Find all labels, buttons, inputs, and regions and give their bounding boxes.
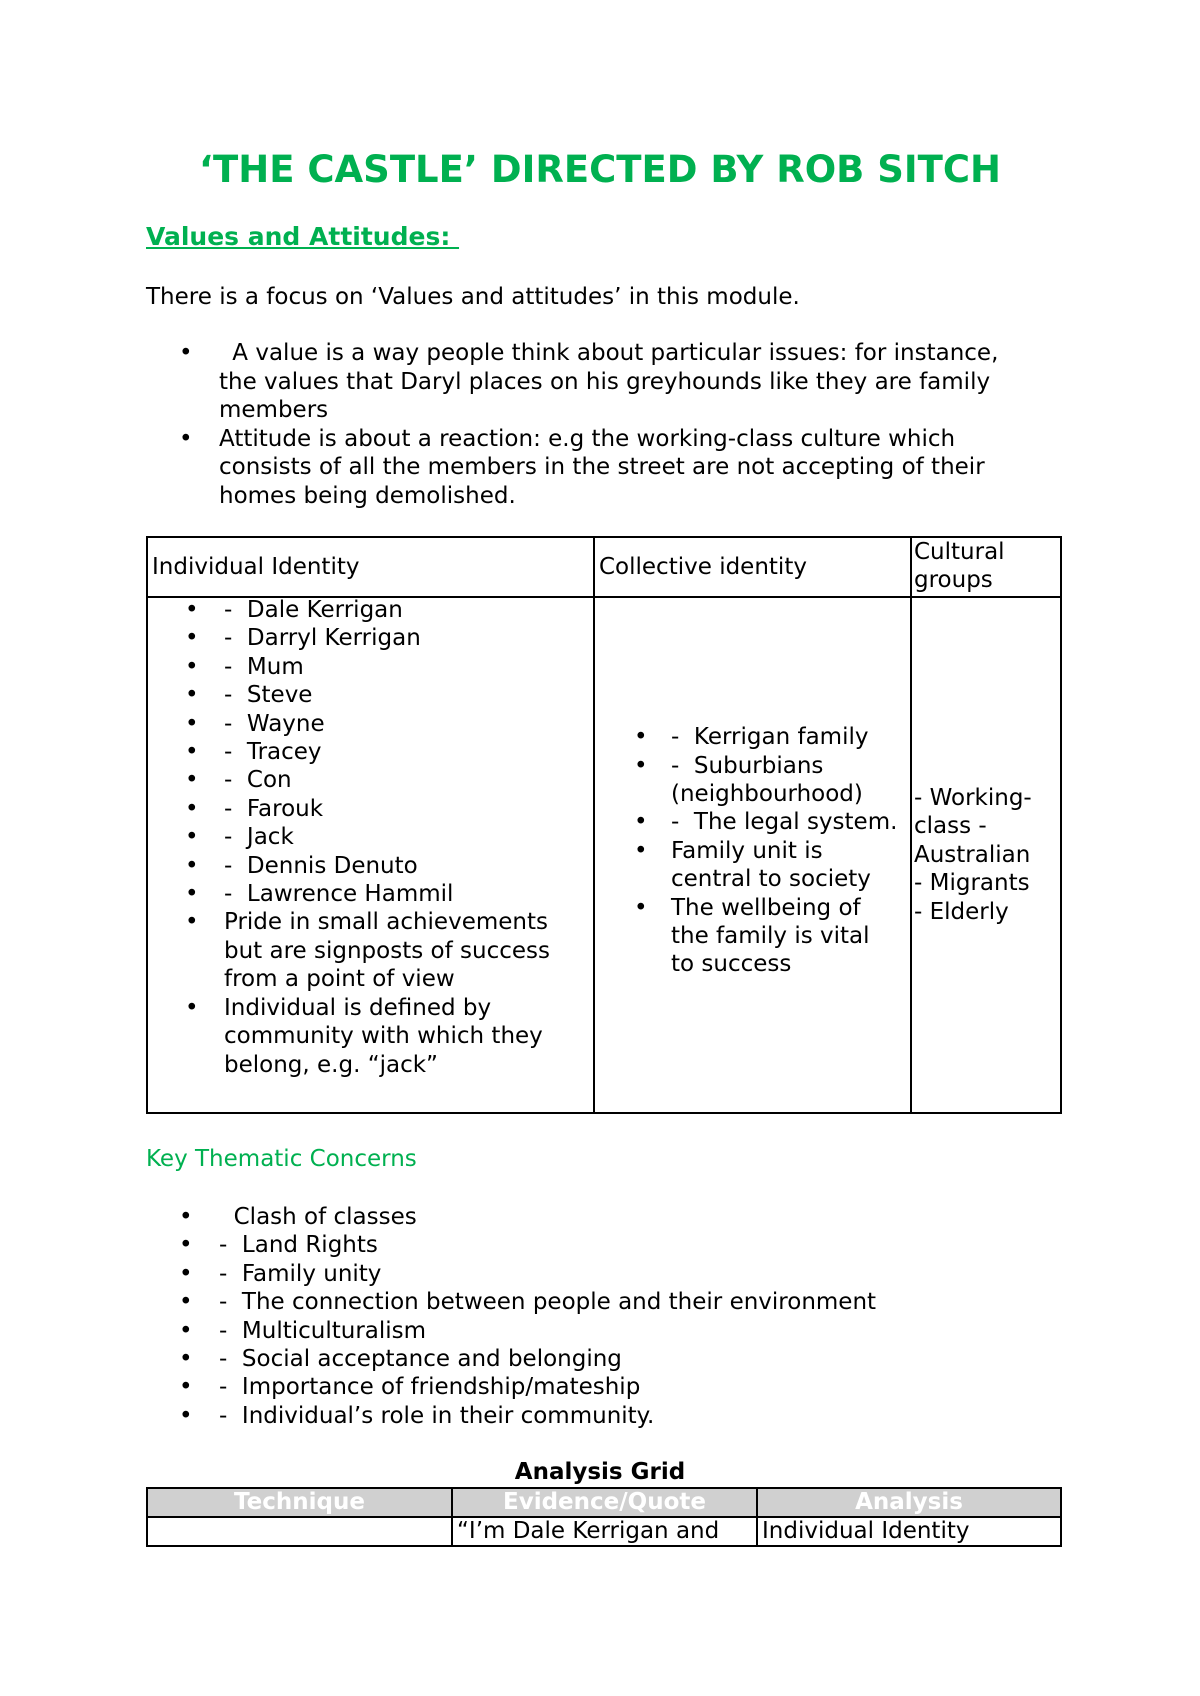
- list-item-text: - Individual’s role in their community.: [219, 1402, 655, 1429]
- header-cultural-groups: [911, 537, 1061, 597]
- bullet-icon: •: [179, 340, 193, 366]
- identity-table: [146, 536, 1062, 1114]
- list-item: [185, 908, 593, 993]
- list-item-text: - Multiculturalism: [219, 1317, 427, 1344]
- list-item-text: - Wayne: [224, 710, 325, 737]
- individual-identity-cell: [147, 597, 594, 1113]
- bullet-line: the values that Daryl places on his greyhounds like they are family: [219, 368, 991, 395]
- bullet-line: members: [219, 397, 329, 423]
- header-line: Cultural: [914, 539, 1005, 565]
- list-item-text: - Con: [224, 767, 292, 794]
- bullet-icon: •: [185, 881, 199, 908]
- bullet-icon: •: [179, 1204, 193, 1230]
- list-item-text: Clash of classes: [219, 1204, 417, 1230]
- header-individual-identity: Individual Identity: [147, 537, 594, 597]
- bullet-icon: •: [185, 739, 199, 766]
- bullet-icon: •: [185, 909, 199, 936]
- table-header-row: [147, 537, 1061, 597]
- header-technique: Technique: [147, 1488, 452, 1517]
- list-item-text: - The connection between people and their environment: [219, 1289, 877, 1316]
- thematic-heading: Key Thematic Concerns: [146, 1146, 417, 1172]
- list-item-text: - Lawrence Hammil: [224, 881, 454, 908]
- bullet-icon: •: [185, 682, 199, 709]
- cultural-line: Australian: [914, 841, 1031, 868]
- bullet-icon: •: [185, 994, 199, 1021]
- list-item: [185, 823, 593, 851]
- list-item: [634, 752, 910, 809]
- list-item-text: central to society: [671, 866, 871, 893]
- list-item-text: from a point of view: [224, 966, 455, 993]
- list-item-text: - Family unity: [219, 1260, 382, 1287]
- list-item-text: - Darryl Kerrigan: [224, 625, 421, 652]
- thematic-list: [179, 1203, 1019, 1430]
- bullet-icon: •: [179, 1402, 193, 1429]
- list-item: [185, 681, 593, 709]
- list-item: [185, 624, 593, 652]
- bullet-icon: •: [185, 852, 199, 879]
- list-item: [185, 738, 593, 766]
- list-item-text: Individual is defined by: [224, 994, 492, 1021]
- bullet-icon: •: [185, 710, 199, 737]
- list-item-text: (neighbourhood): [671, 780, 863, 807]
- bullet-icon: •: [179, 1374, 193, 1401]
- list-item: [185, 596, 593, 624]
- values-intro: There is a focus on ‘Values and attitudes’ in this module.: [146, 284, 800, 310]
- list-item: [185, 710, 593, 738]
- list-item-text: - Steve: [224, 682, 313, 709]
- bullet-icon: •: [179, 425, 193, 452]
- cultural-line: class -: [914, 813, 987, 840]
- collective-identity-cell: [594, 597, 911, 1113]
- table-cell-evidence: “I’m Dale Kerrigan and: [452, 1517, 757, 1546]
- list-item: [179, 1288, 1019, 1316]
- list-item-text: - Farouk: [224, 795, 324, 822]
- bullet-line: homes being demolished.: [219, 482, 516, 509]
- cultural-groups-cell: [911, 597, 1061, 1113]
- list-item: [634, 723, 910, 751]
- bullet-icon: •: [185, 767, 199, 794]
- bullet-icon: •: [634, 837, 648, 864]
- list-item: [185, 880, 593, 908]
- cultural-line: - Working-: [914, 784, 1032, 811]
- list-item-text: - Social acceptance and belonging: [219, 1346, 622, 1373]
- header-evidence-quote: Evidence/Quote: [452, 1488, 757, 1517]
- cultural-line: - Migrants: [914, 870, 1030, 897]
- list-item: [179, 339, 1069, 425]
- list-item: [185, 852, 593, 880]
- bullet-icon: •: [185, 824, 199, 851]
- list-item-text: - Suburbians: [671, 752, 824, 779]
- bullet-icon: •: [185, 653, 199, 680]
- bullet-line: Attitude is about a reaction: e.g the working-class culture which: [219, 425, 956, 452]
- list-item-text: - Importance of friendship/mateship: [219, 1374, 641, 1401]
- list-item-text: - Jack: [224, 824, 294, 851]
- bullet-line: consists of all the members in the street are not accepting of their: [219, 454, 985, 480]
- list-item: [179, 1402, 1019, 1430]
- list-item-text: - Land Rights: [219, 1232, 378, 1259]
- list-item-text: Family unit is: [671, 837, 823, 864]
- table-body-row: [147, 597, 1061, 1113]
- list-item: [179, 1345, 1019, 1373]
- table-row: [147, 1517, 1061, 1546]
- analysis-grid-title: Analysis Grid: [514, 1459, 686, 1485]
- bullet-icon: •: [634, 894, 648, 921]
- individual-list: [185, 596, 593, 1079]
- list-item: [185, 653, 593, 681]
- list-item-text: - Mum: [224, 653, 304, 680]
- header-collective-identity: Collective identity: [594, 537, 911, 597]
- values-heading: Values and Attitudes:: [146, 222, 460, 251]
- list-item-text: but are signposts of success: [224, 937, 550, 964]
- list-item: [185, 994, 593, 1079]
- list-item-text: - The legal system.: [671, 809, 898, 836]
- list-item: [179, 1231, 1019, 1259]
- document-title: ‘THE CASTLE’ DIRECTED BY ROB SITCH: [198, 148, 1002, 191]
- cultural-line: - Elderly: [914, 898, 1009, 925]
- table-header-row: [147, 1488, 1061, 1517]
- list-item: [179, 425, 1069, 511]
- list-item: [185, 766, 593, 794]
- analysis-grid-table: [146, 1487, 1062, 1547]
- list-item-text: - Dennis Denuto: [224, 852, 418, 879]
- list-item-text: - Kerrigan family: [671, 724, 869, 751]
- header-line: groups: [914, 567, 993, 593]
- bullet-icon: •: [179, 1260, 193, 1287]
- bullet-icon: •: [185, 625, 199, 652]
- bullet-line: A value is a way people think about particular issues: for instance,: [225, 340, 999, 366]
- collective-list: [634, 723, 910, 979]
- bullet-icon: •: [634, 752, 648, 779]
- list-item-text: - Dale Kerrigan: [224, 597, 403, 623]
- table-cell-analysis: Individual Identity: [757, 1517, 1061, 1546]
- list-item: [634, 894, 910, 979]
- list-item-text: to success: [671, 951, 792, 978]
- list-item: [179, 1317, 1019, 1345]
- list-item: [634, 837, 910, 894]
- list-item-text: community with which they: [224, 1023, 543, 1050]
- list-item: [179, 1260, 1019, 1288]
- list-item-text: The wellbeing of: [671, 894, 861, 921]
- bullet-icon: •: [179, 1317, 193, 1344]
- table-cell-technique: [147, 1517, 452, 1546]
- bullet-icon: •: [634, 809, 648, 836]
- bullet-icon: •: [179, 1289, 193, 1316]
- bullet-icon: •: [185, 795, 199, 822]
- bullet-icon: •: [634, 724, 648, 751]
- list-item-text: Pride in small achievements: [224, 909, 548, 936]
- bullet-icon: •: [179, 1346, 193, 1373]
- list-item: [179, 1373, 1019, 1401]
- list-item-text: the family is vital: [671, 923, 870, 950]
- list-item-text: - Tracey: [224, 739, 322, 766]
- list-item: [179, 1203, 1019, 1231]
- list-item: [634, 808, 910, 836]
- list-item-text: belong, e.g. “jack”: [224, 1051, 438, 1078]
- header-analysis: Analysis: [757, 1488, 1061, 1517]
- bullet-icon: •: [185, 597, 199, 623]
- bullet-icon: •: [179, 1232, 193, 1259]
- list-item: [185, 795, 593, 823]
- values-bullet-list: [179, 339, 1069, 510]
